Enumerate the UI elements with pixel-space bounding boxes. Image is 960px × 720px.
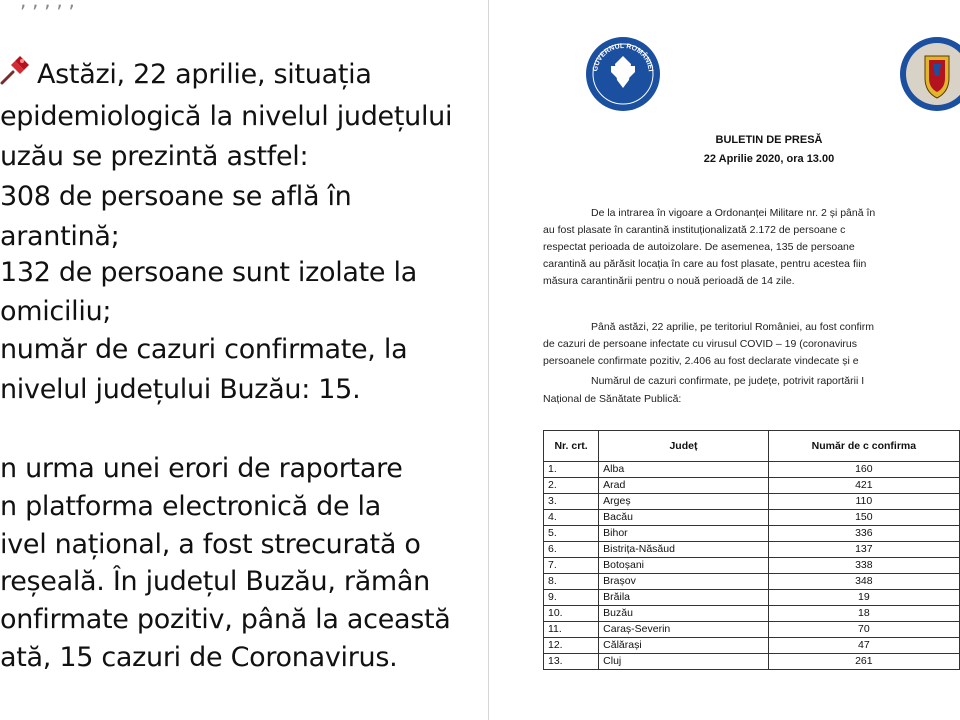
row-count: 261 <box>768 654 959 670</box>
row-judet: Cluj <box>599 654 769 670</box>
press-bulletin-document <box>489 0 960 720</box>
coat-of-arms-icon <box>899 36 960 112</box>
row-count: 150 <box>768 510 959 526</box>
row-nr: 11. <box>544 622 599 638</box>
paragraph2-line2: de cazuri de persoane infectate cu virusul COVID – 19 (coronavirus <box>543 338 857 350</box>
table-row <box>544 590 960 606</box>
row-nr: 1. <box>544 462 599 478</box>
post-line-6: 132 de persoane sunt izolate la <box>0 257 417 288</box>
paragraph1-line4: carantină au părăsit locația în care au fost plasate, pentru acestea fiin <box>543 258 867 270</box>
paragraph2-line3: persoanele confirmate pozitiv, 2.406 au fost declarate vindecate și e <box>543 355 859 367</box>
row-nr: 10. <box>544 606 599 622</box>
paragraph2-line1: Până astăzi, 22 aprilie, pe teritoriul României, au fost confirm <box>591 321 875 333</box>
row-count: 160 <box>768 462 959 478</box>
row-count: 18 <box>768 606 959 622</box>
row-nr: 6. <box>544 542 599 558</box>
row-count: 70 <box>768 622 959 638</box>
row-judet: Bihor <box>599 526 769 542</box>
table-row <box>544 526 960 542</box>
post-line-5: arantină; <box>0 221 120 252</box>
row-judet: Botoșani <box>599 558 769 574</box>
row-judet: Brăila <box>599 590 769 606</box>
table-row <box>544 494 960 510</box>
post-line-13: reșeală. În județul Buzău, rămân <box>0 566 430 597</box>
row-count: 336 <box>768 526 959 542</box>
row-judet: Bistrița-Năsăud <box>599 542 769 558</box>
post-line-7: omiciliu; <box>0 296 112 327</box>
row-count: 421 <box>768 478 959 494</box>
row-nr: 12. <box>544 638 599 654</box>
row-judet: Buzău <box>599 606 769 622</box>
paragraph2-line5: Național de Sănătate Publică: <box>543 393 682 405</box>
row-judet: Bacău <box>599 510 769 526</box>
row-nr: 7. <box>544 558 599 574</box>
bulletin-title: BULETIN DE PRESĂ <box>715 134 823 146</box>
row-judet: Călărași <box>599 638 769 654</box>
row-nr: 8. <box>544 574 599 590</box>
header-nr: Nr. crt. <box>544 431 599 462</box>
row-count: 338 <box>768 558 959 574</box>
header-numar: Număr de c confirma <box>768 431 959 462</box>
row-judet: Caraș-Severin <box>599 622 769 638</box>
row-count: 110 <box>768 494 959 510</box>
paragraph1-line2: au fost plasate în carantină instituționalizată 2.172 de persoane c <box>543 224 846 236</box>
paragraph1-line3: respectat perioada de autoizolare. De asemenea, 135 de persoane <box>543 241 855 253</box>
row-nr: 9. <box>544 590 599 606</box>
table-header-row <box>544 431 960 462</box>
header-judet: Județ <box>599 431 769 462</box>
table-row <box>544 478 960 494</box>
table-row <box>544 574 960 590</box>
row-count: 19 <box>768 590 959 606</box>
paragraph2-line4: Numărul de cazuri confirmate, pe județe, potrivit raportării I <box>591 375 865 387</box>
post-line-1: Astăzi, 22 aprilie, situația <box>37 59 372 90</box>
row-count: 47 <box>768 638 959 654</box>
table-row <box>544 654 960 670</box>
row-judet: Argeș <box>599 494 769 510</box>
row-count: 137 <box>768 542 959 558</box>
row-judet: Arad <box>599 478 769 494</box>
county-cases-table <box>543 430 960 670</box>
post-line-3: uzău se prezintă astfel: <box>0 141 309 172</box>
post-line-11: n platforma electronică de la <box>0 491 381 522</box>
top-cut-text: , , , , , <box>20 0 75 12</box>
paragraph1-line1: De la intrarea în vigoare a Ordonanței Militare nr. 2 și până în <box>591 207 876 219</box>
row-count: 348 <box>768 574 959 590</box>
svg-text:GUVERNUL ROMÂNIEI: GUVERNUL ROMÂNIEI <box>592 42 654 73</box>
paragraph1-line5: măsura carantinării pentru o nouă perioadă de 14 zile. <box>543 275 795 287</box>
row-judet: Brașov <box>599 574 769 590</box>
row-nr: 4. <box>544 510 599 526</box>
post-line-4: 308 de persoane se află în <box>0 181 352 212</box>
post-line-12: ivel național, a fost strecurată o <box>0 529 421 560</box>
post-line-2: epidemiologică la nivelul județului <box>0 101 453 132</box>
table-row <box>544 606 960 622</box>
post-line-14: onfirmate pozitiv, până la această <box>0 604 451 635</box>
table-row <box>544 638 960 654</box>
post-line-9: nivelul județului Buzău: 15. <box>0 374 361 405</box>
table-row <box>544 558 960 574</box>
pushpin-icon <box>0 55 30 85</box>
row-nr: 5. <box>544 526 599 542</box>
table-row <box>544 542 960 558</box>
row-nr: 2. <box>544 478 599 494</box>
post-line-8: număr de cazuri confirmate, la <box>0 334 408 365</box>
row-nr: 13. <box>544 654 599 670</box>
bulletin-date: 22 Aprilie 2020, ora 13.00 <box>703 153 835 165</box>
post-line-10: n urma unei erori de raportare <box>0 453 403 484</box>
post-line-15: ată, 15 cazuri de Coronavirus. <box>0 642 398 673</box>
table-row <box>544 622 960 638</box>
government-emblem-icon <box>585 36 661 112</box>
row-nr: 3. <box>544 494 599 510</box>
table-row <box>544 462 960 478</box>
row-judet: Alba <box>599 462 769 478</box>
table-row <box>544 510 960 526</box>
